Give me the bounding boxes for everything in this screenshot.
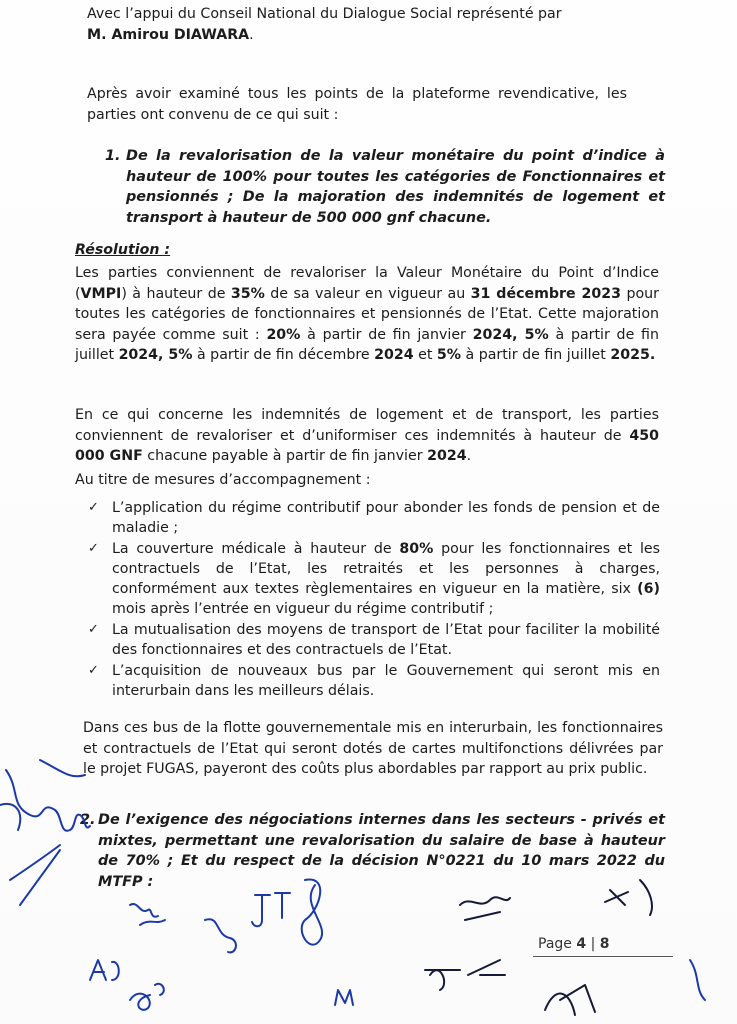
- footer-divider: [533, 956, 673, 957]
- signature-m: [335, 990, 353, 1005]
- point-2-number: 2.: [80, 812, 96, 828]
- checkmark-icon: ✓: [88, 500, 99, 515]
- checkmark-icon: ✓: [88, 622, 99, 637]
- list-item: ✓ L’acquisition de nouveaux bus par le Gouvernement qui seront mis en interurbain dans les meilleurs délais.: [88, 663, 660, 699]
- resolution-heading: Résolution :: [75, 242, 171, 258]
- representative-name: M. Amirou DIAWARA: [87, 26, 250, 43]
- point-1-number: 1.: [105, 148, 121, 164]
- signature-sm: [130, 904, 165, 925]
- signature-sa: [545, 985, 595, 1015]
- mesures-heading: Au titre de mesures d’accompagnement :: [75, 472, 371, 488]
- mesures-checklist: [88, 498, 660, 702]
- signature-left-loop: [10, 845, 60, 905]
- signature-mid-right: [460, 897, 510, 920]
- intro-line: Avec l’appui du Conseil National du Dialogue Social représenté par: [87, 6, 562, 22]
- signature-curl: [130, 984, 164, 1010]
- signature-hook: [205, 919, 236, 952]
- signature-left: [0, 760, 90, 831]
- list-item: ✓ L’application du régime contributif pour abonder les fonds de pension et de maladie ;: [88, 500, 660, 536]
- page-number: Page 4 | 8: [538, 936, 610, 952]
- point-2-text: De l’exigence des négociations internes dans les secteurs - privés et mixtes, permettant une revalorisation du salaire de base à hauteur de 70% ; Et du respect de la décision N°0221 du 10 mars 2022 du MTFP :: [98, 812, 665, 890]
- bus-paragraph: Dans ces bus de la flotte gouvernementale mis en interurbain, les fonctionnaires et contractuels de l’Etat qui seront dotés de cartes multifonctions délivrées par le projet FUGAS, payeront des coûts plus abordables par rapport au prix public.: [83, 720, 663, 777]
- resolution-paragraph-vmpi: Les parties conviennent de revaloriser la Valeur Monétaire du Point d’Indice (VMPI) à hauteur de 35% de sa valeur en vigueur au 31 décembre 2023 pour toutes les catégories de fonctionnaires et pensionnés de l’Etat. Cette majoration sera payée comme suit : 20% à partir de fin janvier 2024, 5% à partir de fin juillet 2024, 5% à partir de fin décembre 2024 et 5% à partir de fin juillet 2025.: [75, 265, 659, 363]
- point-1-text: De la revalorisation de la valeur monétaire du point d’indice à hauteur de 100% pour toutes les catégories de Fonctionnaires et pensionnés ; De la majoration des indemnités de logement et transport à hauteur de 500 000 gnf chacune.: [126, 148, 665, 226]
- signature-tj: [252, 893, 290, 926]
- signature-right-edge: [690, 960, 705, 1000]
- list-item: ✓ La couverture médicale à hauteur de 80% pour les fonctionnaires et les contractuels de l’Etat, les retraités et les personnes à charges, conformément aux textes règlementaires en vigueur en la matière, six (6) mois après l’entrée en vigueur du régime contributif ;: [88, 541, 660, 617]
- exam-paragraph: Après avoir examiné tous les points de la plateforme revendicative, les parties ont convenu de ce qui suit :: [87, 86, 627, 123]
- checkmark-icon: ✓: [88, 541, 99, 556]
- signature-ab: [90, 960, 119, 980]
- intro-paragraph: Avec l’appui du Conseil National du Dialogue Social représenté par M. Amirou DIAWARA.: [87, 6, 562, 43]
- checkmark-icon: ✓: [88, 663, 99, 678]
- signature-arrow: [425, 960, 505, 990]
- point-1: [105, 146, 665, 228]
- list-item: ✓ La mutualisation des moyens de transport de l’Etat pour faciliter la mobilité des fonctionnaires et des contractuels de l’Etat.: [88, 622, 660, 658]
- point-2: [80, 810, 665, 892]
- resolution-paragraph-indemnites: En ce qui concerne les indemnités de logement et de transport, les parties conviennent de revaloriser et d’uniformiser ces indemnités à hauteur de 450 000 GNF chacune payable à partir de fin janvier 2024.: [75, 407, 659, 464]
